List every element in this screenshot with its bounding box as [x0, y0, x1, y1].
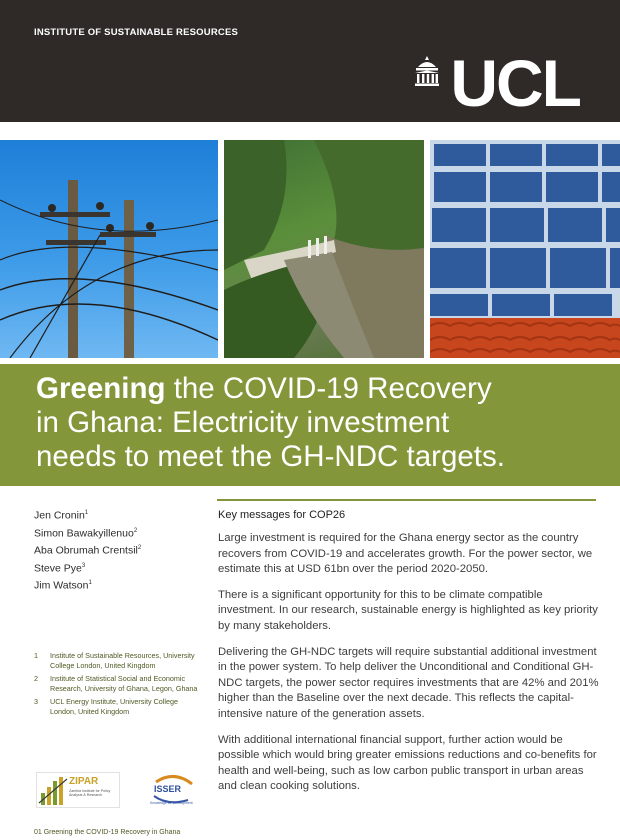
zipar-subtitle: Zambia Institute for Policy Analysis & Research [69, 789, 111, 798]
affiliation-list [34, 651, 204, 721]
solar-panels-photo [430, 140, 620, 358]
author-list [34, 506, 141, 594]
document-title [36, 372, 606, 474]
ucl-logo [412, 46, 580, 120]
author: Simon Bawakyillenuo$^2$ [34, 527, 138, 539]
author: Aba Obrumah Crentsil$^2$ [34, 544, 142, 557]
key-messages-body [218, 531, 600, 805]
partner-logos [34, 770, 204, 812]
key-messages-heading: Key messages for COP26 [218, 509, 346, 521]
paragraph: Delivering the GH-NDC targets will require substantial additional investment in the power system. To help deliver the Unconditional and Conditional GH-NDC targets, the power sector requires investments that are 42% and 201% higher than the Baseline over the next decade. This reflects the capital-intensive nature of the generation assets. [218, 645, 599, 720]
title-line-1: the COVID-19 Recovery [165, 372, 492, 405]
title-bold: Greening [36, 372, 166, 405]
isser-subtitle: Knowledge for Development [150, 801, 193, 805]
paragraph: Large investment is required for the Ghana energy sector as the country recovers from COVID-19 and accelerates growth. For the power sector, we estimate this at USD 61bn over the period 2020-2050. [218, 532, 593, 576]
zipar-logo [36, 772, 120, 808]
isser-logo [148, 774, 200, 808]
dam-photo [224, 140, 424, 358]
paragraph: With additional international financial support, further action would be possible which would bring greater emissions reductions and co-benefits for health and well-being, such as low carbon public transport in urban areas and clean cooking solutions. [218, 733, 597, 793]
author: Steve Pye$^3$ [34, 562, 86, 574]
affiliation: 3 UCL Energy Institute, University College London, United Kingdom [34, 697, 178, 716]
paragraph: There is a significant opportunity for this to be climate compatible investment. In our research, sustainable energy is highlighted as key priority by many stakeholders. [218, 588, 598, 632]
title-line-2: in Ghana: Electricity investment [36, 406, 450, 439]
isser-name: ISSER [154, 784, 182, 794]
divider [217, 499, 596, 501]
page-footer: 01 Greening the COVID-19 Recovery in Ghana [34, 829, 181, 836]
ucl-wordmark: UCL [450, 46, 580, 120]
author: Jen Cronin$^1$ [34, 509, 89, 522]
photo-strip [0, 140, 620, 358]
zipar-name: ZIPAR [69, 776, 99, 787]
power-lines-photo [0, 140, 218, 358]
affiliation: 2 Institute of Statistical Social and Economic Research, University of Ghana, Legon, Ghana [34, 674, 198, 693]
author: Jim Watson$^1$ [34, 579, 92, 592]
title-line-3: needs to meet the GH-NDC targets. [36, 440, 505, 473]
affiliation: 1 Institute of Sustainable Resources, University College London, United Kingdom [34, 651, 195, 670]
institute-name: INSTITUTE OF SUSTAINABLE RESOURCES [34, 27, 239, 38]
portico-icon [412, 54, 442, 88]
